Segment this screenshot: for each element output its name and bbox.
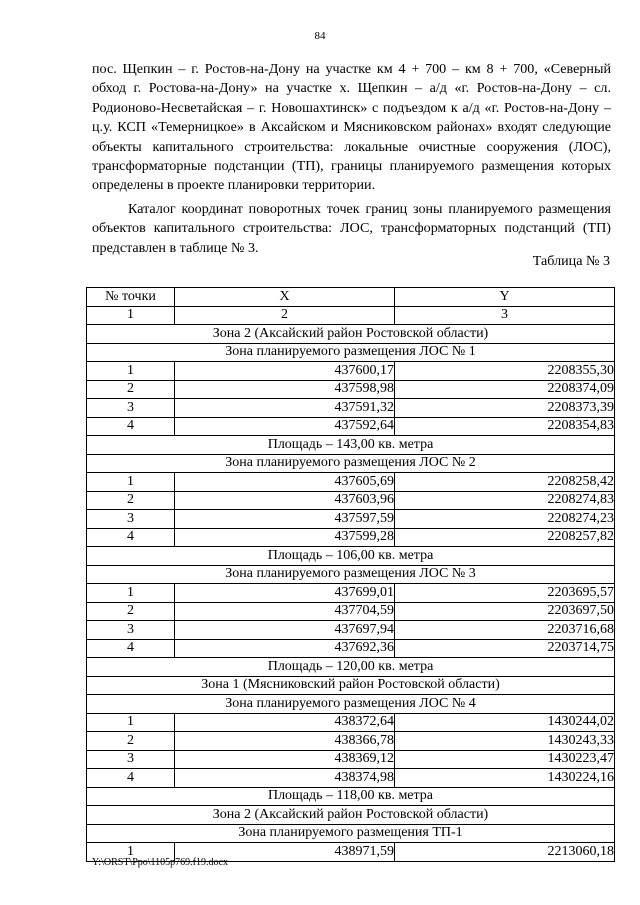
point-number-cell: 3	[87, 510, 175, 529]
table-row	[87, 750, 615, 769]
table-row	[87, 528, 615, 547]
x-coordinate-cell: 437603,96	[175, 491, 395, 510]
table-row	[87, 399, 615, 418]
coordinates-table	[86, 287, 615, 862]
y-coordinate-cell: 2208274,83	[395, 491, 615, 510]
x-coordinate-cell: 437605,69	[175, 473, 395, 492]
point-number-cell: 4	[87, 528, 175, 547]
section-label: Площадь – 143,00 кв. метра	[87, 436, 615, 455]
section-label: Зона планируемого размещения ТП-1	[87, 824, 615, 843]
point-number-cell: 2	[87, 602, 175, 621]
table-section-row	[87, 787, 615, 806]
table-section-row	[87, 824, 615, 843]
section-label: Зона 1 (Мясниковский район Ростовской области)	[87, 676, 615, 695]
table-section-row	[87, 565, 615, 584]
y-coordinate-cell: 1430223,47	[395, 750, 615, 769]
section-label: Зона планируемого размещения ЛОС № 4	[87, 695, 615, 714]
section-label: Зона планируемого размещения ЛОС № 3	[87, 565, 615, 584]
point-number-cell: 1	[87, 473, 175, 492]
point-number-cell: 3	[87, 750, 175, 769]
y-coordinate-cell: 2208355,30	[395, 362, 615, 381]
section-label: Зона 2 (Аксайский район Ростовской области)	[87, 325, 615, 344]
table-row	[87, 417, 615, 436]
table-body	[87, 325, 615, 862]
x-coordinate-cell: 437704,59	[175, 602, 395, 621]
y-coordinate-cell: 1430224,16	[395, 769, 615, 788]
header-x: X	[175, 288, 395, 307]
table-row	[87, 380, 615, 399]
table-caption: Таблица № 3	[532, 253, 610, 269]
table-section-row	[87, 547, 615, 566]
table-section-row	[87, 676, 615, 695]
x-coordinate-cell: 437597,59	[175, 510, 395, 529]
y-coordinate-cell: 2208274,23	[395, 510, 615, 529]
header-y: Y	[395, 288, 615, 307]
table-row	[87, 602, 615, 621]
table-row	[87, 473, 615, 492]
table-row	[87, 510, 615, 529]
x-coordinate-cell: 437697,94	[175, 621, 395, 640]
table-row	[87, 769, 615, 788]
section-label: Площадь – 106,00 кв. метра	[87, 547, 615, 566]
point-number-cell: 4	[87, 639, 175, 658]
y-coordinate-cell: 2203695,57	[395, 584, 615, 603]
paragraph-objects: пос. Щепкин – г. Ростов-на-Дону на участке км 4 + 700 – км 8 + 700, «Северный обход г. Ростова-на-Дону» на участке х. Щепкин – а/д «г. Ростов-на-Дону – сл. Родионово-Несветайская – г. Новошахтинск» с подъездом к а/д «г. Ростов-на-Дону – ц.у. КСП «Темерницкое» в Аксайском и Мясниковском районах» входят следующие объекты капитального строительства: локальные очистные сооружения (ЛОС), трансформаторные подстанции (ТП), границы планируемого размещения которых определены в проекте планировки территории.	[92, 61, 611, 194]
x-coordinate-cell: 438374,98	[175, 769, 395, 788]
file-path-footer: Y:\ORST\Ppo\1105p769.f19.docx	[92, 857, 228, 868]
section-label: Площадь – 118,00 кв. метра	[87, 787, 615, 806]
point-number-cell: 1	[87, 843, 175, 862]
y-coordinate-cell: 1430244,02	[395, 713, 615, 732]
x-coordinate-cell: 438369,12	[175, 750, 395, 769]
x-coordinate-cell: 437592,64	[175, 417, 395, 436]
section-label: Зона 2 (Аксайский район Ростовской области)	[87, 806, 615, 825]
x-coordinate-cell: 437699,01	[175, 584, 395, 603]
page-number: 84	[314, 30, 326, 42]
y-coordinate-cell: 2208374,09	[395, 380, 615, 399]
x-coordinate-cell: 437692,36	[175, 639, 395, 658]
x-coordinate-cell: 438366,78	[175, 732, 395, 751]
x-coordinate-cell: 437600,17	[175, 362, 395, 381]
y-coordinate-cell: 2213060,18	[395, 843, 615, 862]
y-coordinate-cell: 2208373,39	[395, 399, 615, 418]
table-section-row	[87, 454, 615, 473]
table-row	[87, 584, 615, 603]
y-coordinate-cell: 1430243,33	[395, 732, 615, 751]
table-row	[87, 491, 615, 510]
x-coordinate-cell: 437591,32	[175, 399, 395, 418]
point-number-cell: 1	[87, 584, 175, 603]
table-row	[87, 732, 615, 751]
section-label: Зона планируемого размещения ЛОС № 2	[87, 454, 615, 473]
table-section-row	[87, 436, 615, 455]
x-coordinate-cell: 437599,28	[175, 528, 395, 547]
point-number-cell: 3	[87, 621, 175, 640]
point-number-cell: 3	[87, 399, 175, 418]
column-number: 1	[87, 306, 175, 325]
y-coordinate-cell: 2203714,75	[395, 639, 615, 658]
y-coordinate-cell: 2203716,68	[395, 621, 615, 640]
table-column-numbering-row	[87, 306, 615, 325]
x-coordinate-cell: 437598,98	[175, 380, 395, 399]
table-row	[87, 621, 615, 640]
table-header-row	[87, 288, 615, 307]
table-section-row	[87, 658, 615, 677]
paragraph-catalog: Каталог координат поворотных точек границ зоны планируемого размещения объектов капитального строительства: ЛОС, трансформаторных подстанций (ТП) представлен в таблице № 3.	[92, 201, 611, 256]
x-coordinate-cell: 438971,59	[175, 843, 395, 862]
point-number-cell: 4	[87, 417, 175, 436]
y-coordinate-cell: 2208257,82	[395, 528, 615, 547]
section-label: Площадь – 120,00 кв. метра	[87, 658, 615, 677]
point-number-cell: 1	[87, 362, 175, 381]
point-number-cell: 2	[87, 491, 175, 510]
column-number: 3	[395, 306, 615, 325]
table-row	[87, 362, 615, 381]
x-coordinate-cell: 438372,64	[175, 713, 395, 732]
table-section-row	[87, 695, 615, 714]
point-number-cell: 2	[87, 732, 175, 751]
y-coordinate-cell: 2208258,42	[395, 473, 615, 492]
y-coordinate-cell: 2203697,50	[395, 602, 615, 621]
section-label: Зона планируемого размещения ЛОС № 1	[87, 343, 615, 362]
table-section-row	[87, 343, 615, 362]
table-row	[87, 639, 615, 658]
point-number-cell: 2	[87, 380, 175, 399]
table-section-row	[87, 806, 615, 825]
point-number-cell: 1	[87, 713, 175, 732]
point-number-cell: 4	[87, 769, 175, 788]
table-section-row	[87, 325, 615, 344]
y-coordinate-cell: 2208354,83	[395, 417, 615, 436]
column-number: 2	[175, 306, 395, 325]
table-row	[87, 713, 615, 732]
header-point-number: № точки	[87, 288, 175, 307]
